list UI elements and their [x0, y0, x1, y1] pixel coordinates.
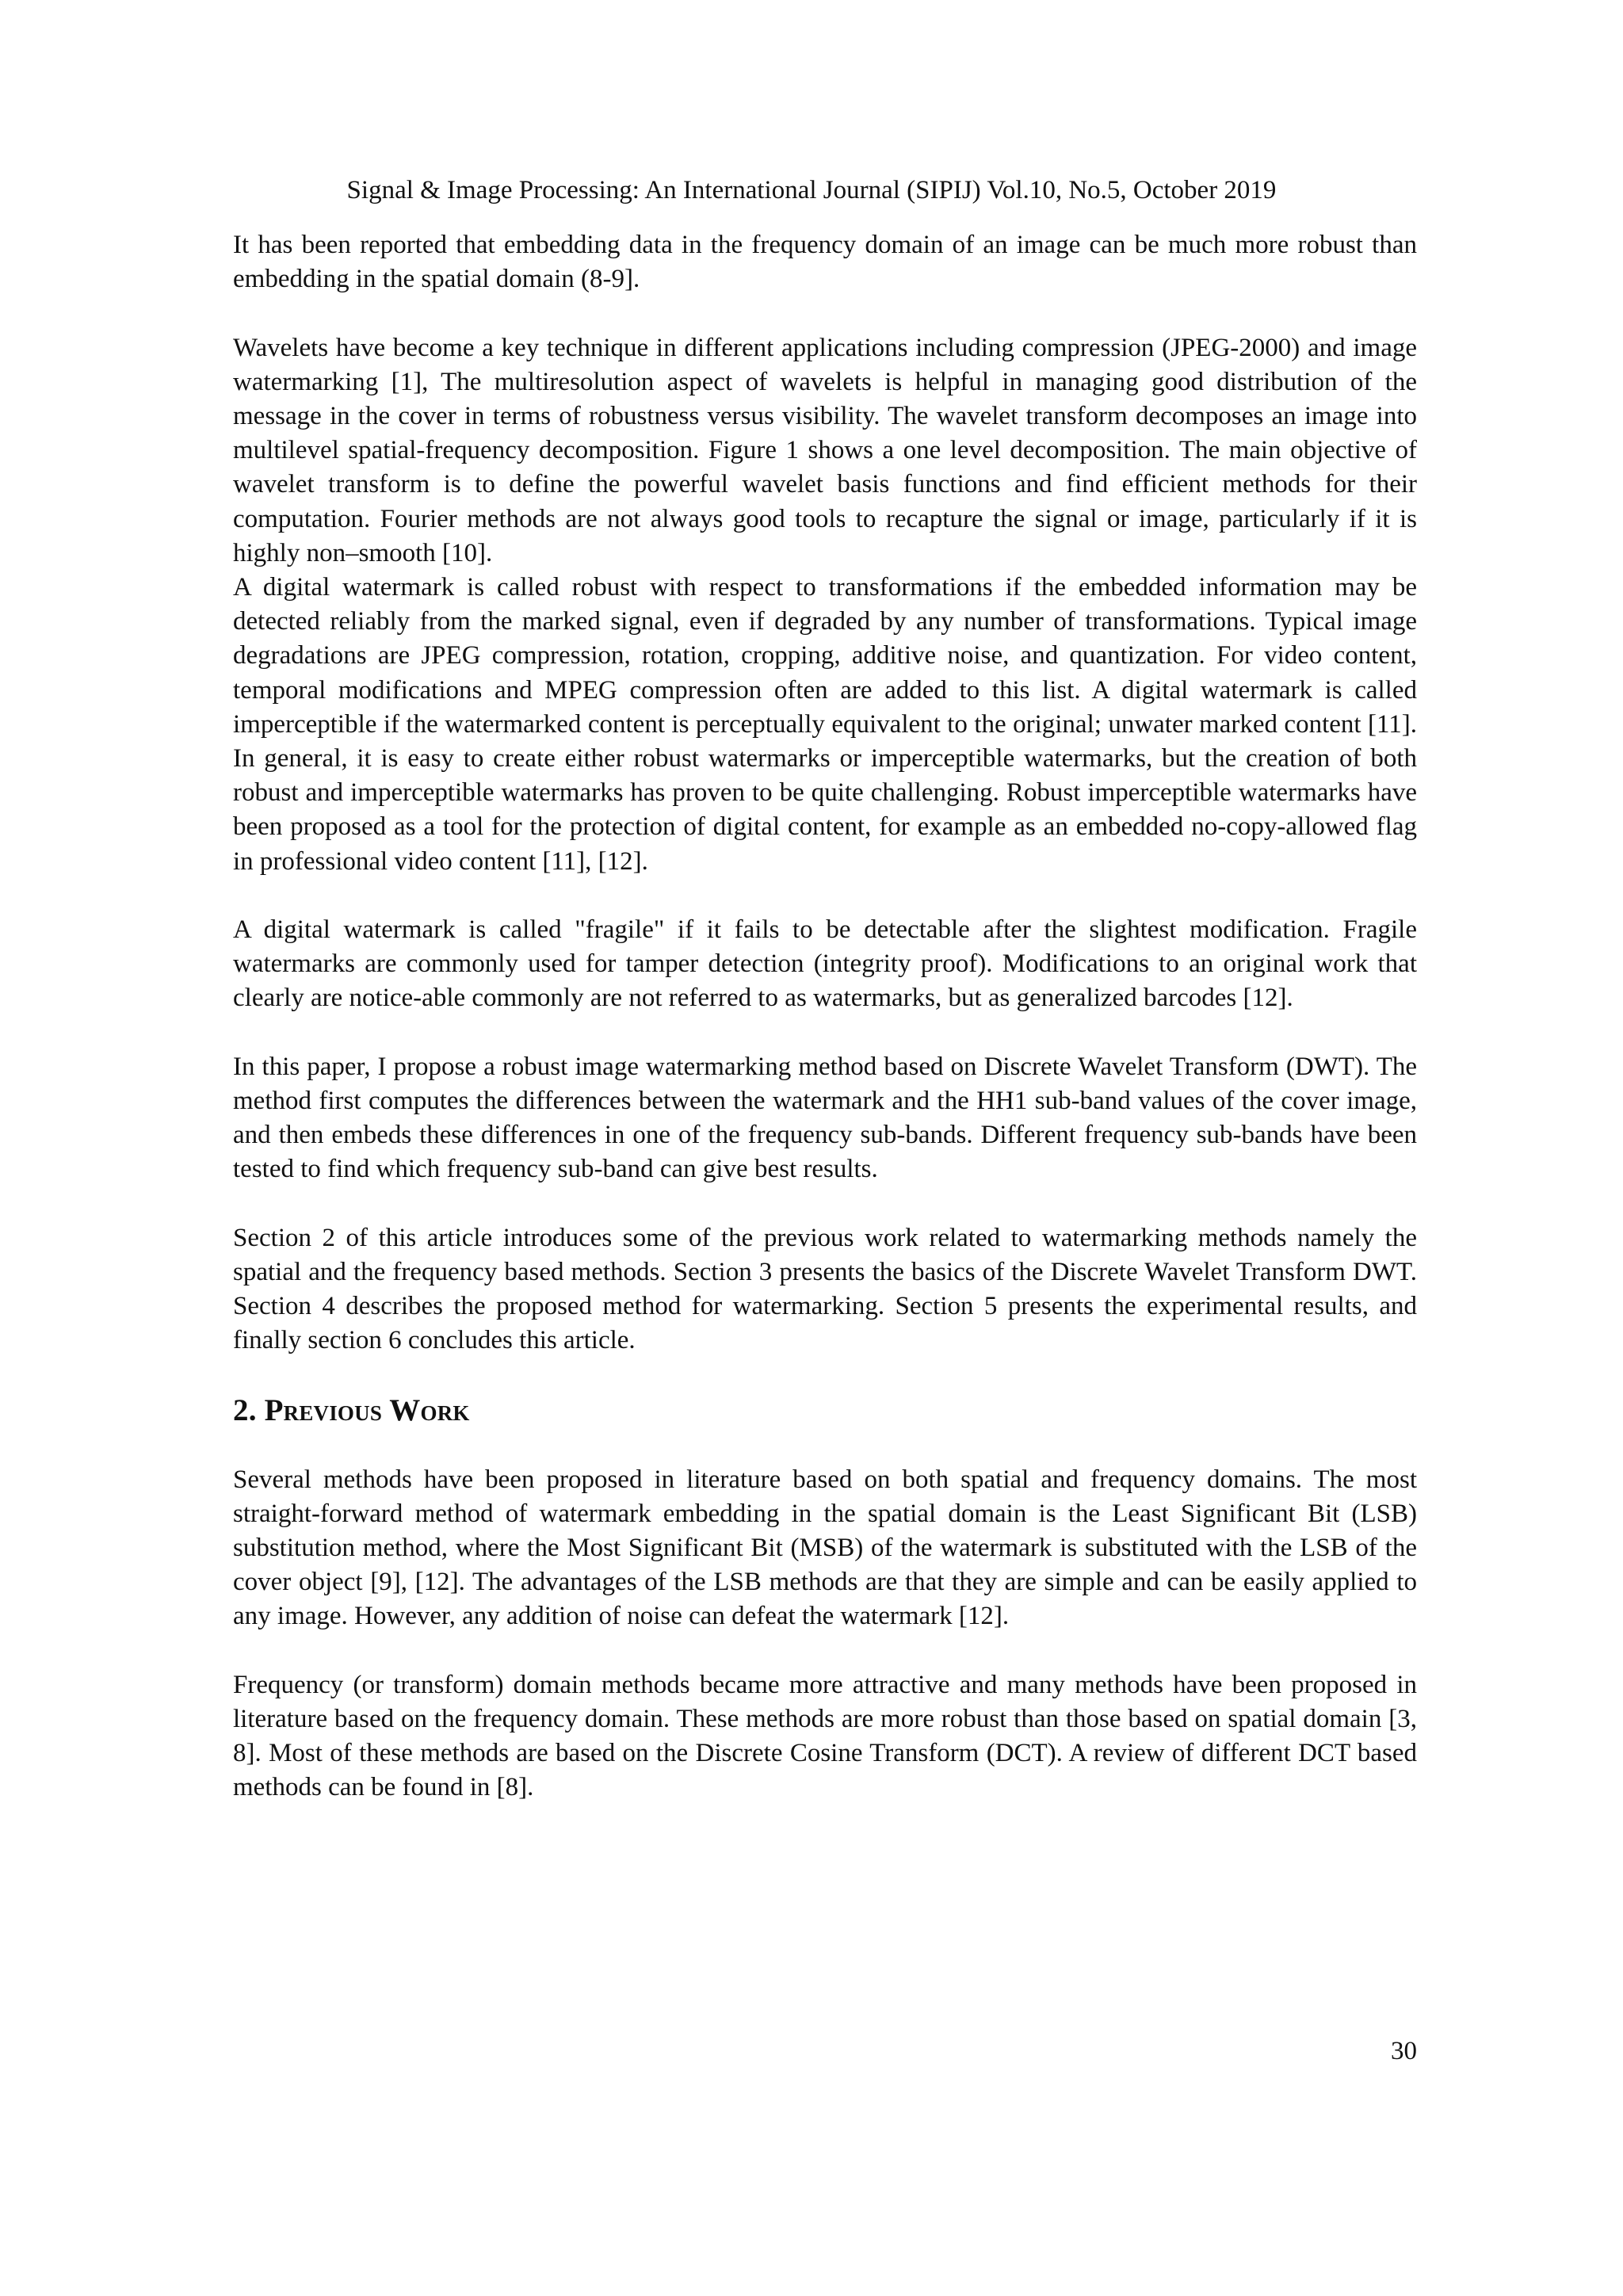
paragraph-fragile-watermark: A digital watermark is called "fragile" if it fails to be detectable after the slightest modification. Fragile watermarks are commonly used for tamper detection (integrity proof). Modifications to an original work that clearly are notice-able commonly are not referred to as watermarks, but as generalized barcodes [12]. [233, 915, 1417, 1013]
paragraph-frequency-methods: Frequency (or transform) domain methods became more attractive and many methods have been proposed in literature based on the frequency domain. These methods are more robust than those based on spatial domain [3, 8]. Most of these methods are based on the Discrete Cosine Transform (DCT). A review of different DCT based methods can be found in [8]. [233, 1670, 1417, 1802]
running-header: Signal & Image Processing: An International Journal (SIPIJ) Vol.10, No.5, October 2019 [346, 176, 1277, 204]
paragraph-article-outline: Section 2 of this article introduces some of the previous work related to watermarking methods namely the spatial and the frequency based methods. Section 3 presents the basics of the Discrete Wavelet Transform DWT. Section 4 describes the proposed method for watermarking. Section 5 presents the experimental results, and finally section 6 concludes this article. [233, 1223, 1417, 1355]
body-text [233, 228, 1417, 1805]
section-heading-previous-work: 2. Previous Work [233, 1392, 470, 1427]
page-number: 30 [1391, 2037, 1417, 2065]
paragraph-proposed-method: In this paper, I propose a robust image watermarking method based on Discrete Wavelet Transform (DWT). The method first computes the differences between the watermark and the HH1 sub-band values of the cover image, and then embeds these differences in one of the frequency sub-bands. Different frequency sub-bands have been tested to find which frequency sub-band can give best results. [233, 1052, 1417, 1184]
paragraph-spatial-methods: Several methods have been proposed in literature based on both spatial and frequency domains. The most straight-forward method of watermark embedding in the spatial domain is the Least Significant Bit (LSB) substitution method, where the Most Significant Bit (MSB) of the watermark is substituted with the LSB of the cover object [9], [12]. The advantages of the LSB methods are that they are simple and can be easily applied to any image. However, any addition of noise can defeat the watermark [12]. [233, 1465, 1417, 1631]
paragraph-wavelets: Wavelets have become a key technique in different applications including compression (JPEG-2000) and image watermarking [1], The multiresolution aspect of wavelets is helpful in managing good distribution of the message in the cover in terms of robustness versus visibility. The wavelet transform decomposes an image into multilevel spatial-frequency decomposition. Figure 1 shows a one level decomposition. The main objective of wavelet transform is to define the powerful wavelet basis functions and find efficient methods for their computation. Fourier methods are not always good tools to recapture the signal or image, particularly if it is highly non–smooth [10]. [233, 333, 1417, 567]
paragraph-frequency-domain-robustness: It has been reported that embedding data in the frequency domain of an image can be much more robust than embedding in the spatial domain (8-9]. [233, 231, 1417, 294]
paragraph-robust-watermark: A digital watermark is called robust with respect to transformations if the embedded information may be detected reliably from the marked signal, even if degraded by any number of transformations. Typical image degradations are JPEG compression, rotation, cropping, additive noise, and quantization. For video content, temporal modifications and MPEG compression often are added to this list. A digital watermark is called imperceptible if the watermarked content is perceptually equivalent to the original; unwater marked content [11]. In general, it is easy to create either robust watermarks or imperceptible watermarks, but the creation of both robust and imperceptible watermarks has proven to be quite challenging. Robust imperceptible watermarks have been proposed as a tool for the protection of digital content, for example as an embedded no-copy-allowed flag in professional video content [11], [12]. [233, 573, 1417, 876]
